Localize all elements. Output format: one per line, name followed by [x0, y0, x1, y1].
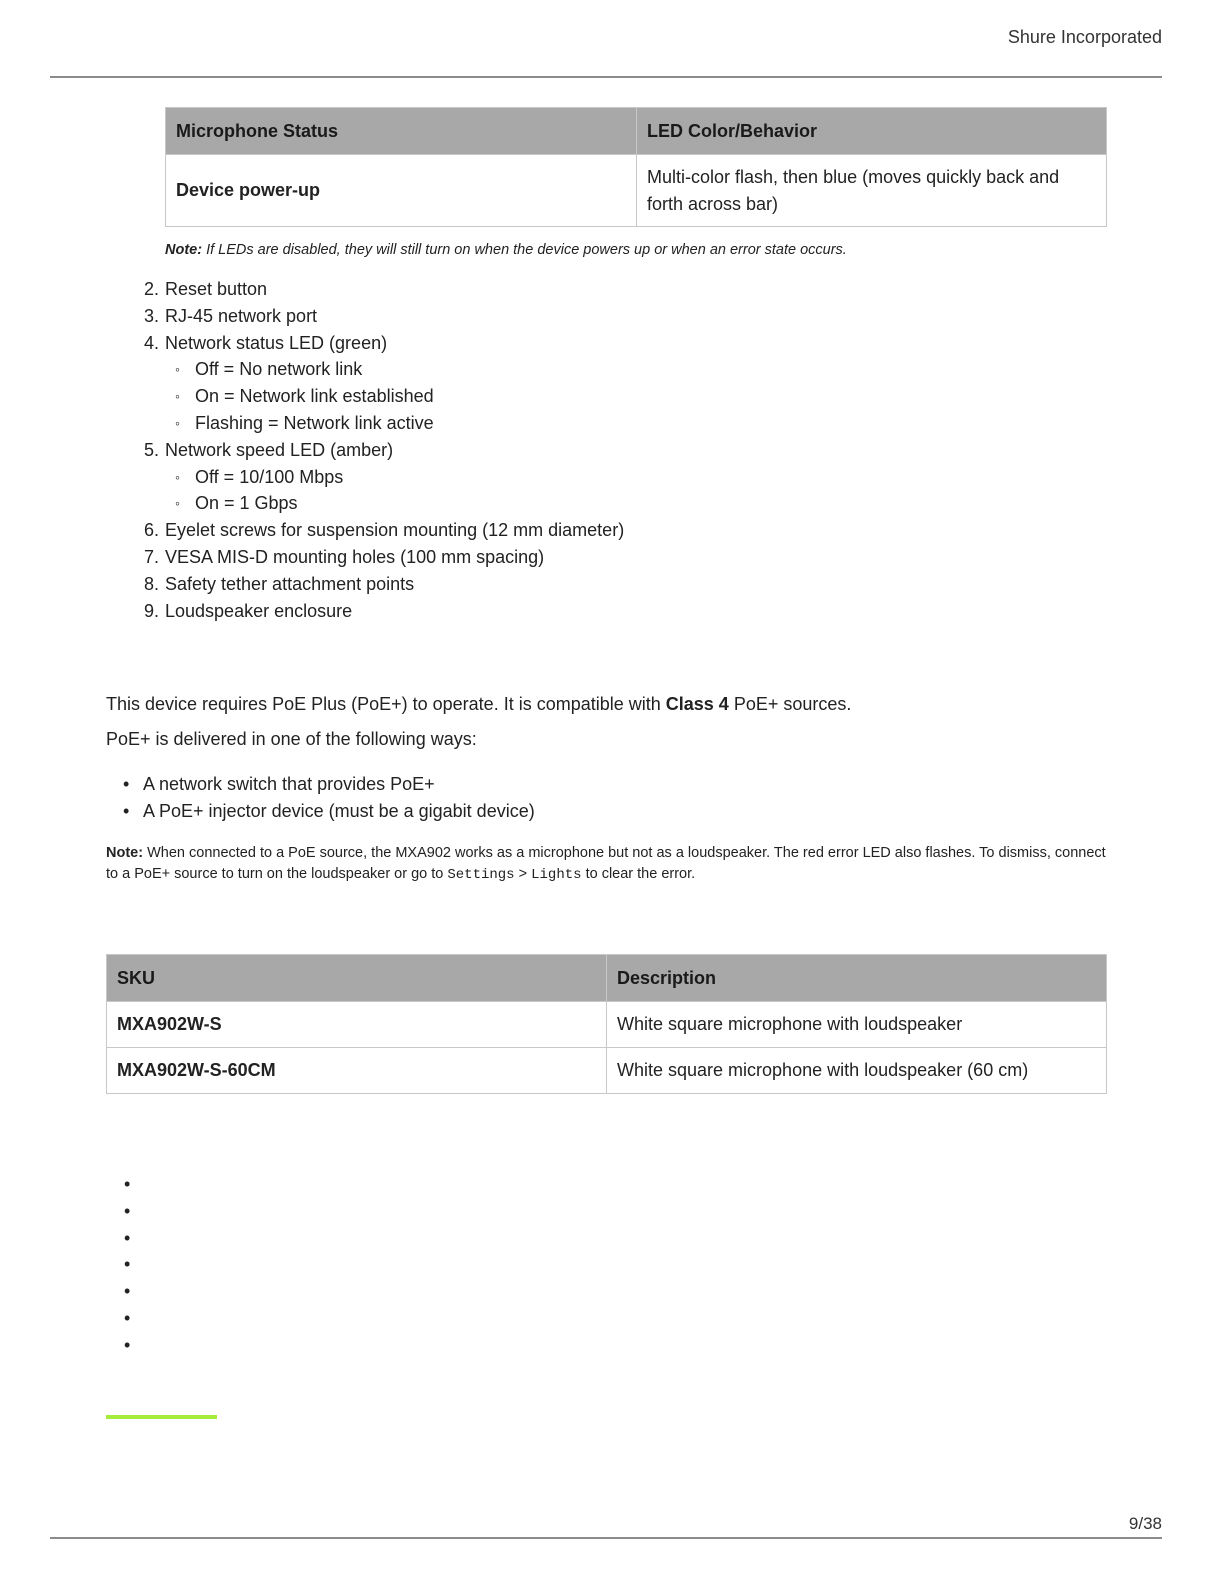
parts-list [143, 276, 625, 624]
empty-list-item [124, 1305, 134, 1332]
list-item [143, 437, 624, 464]
note-text: When connected to a PoE source, the MXA902 works as a microphone but not as a loudspeaker. The red error LED also flashes. To dismiss, connect to a PoE+ source to turn on the loudspeaker or go to [106, 845, 1106, 882]
table-header-row [166, 108, 1107, 155]
list-item [143, 571, 624, 598]
empty-list-item [124, 1251, 134, 1278]
empty-list-item [124, 1171, 134, 1198]
empty-bullet-list [124, 1171, 134, 1359]
poe-delivery-intro: PoE+ is delivered in one of the following ways: [106, 729, 477, 749]
list-text: VESA MIS-D mounting holes (100 mm spacing) [165, 546, 545, 567]
poe-text: This device requires PoE Plus (PoE+) to operate. It is compatible with [106, 694, 666, 714]
list-item [143, 330, 624, 357]
note-text: to clear the error. [581, 866, 696, 882]
column-header: Microphone Status [166, 108, 637, 155]
list-item [143, 517, 625, 544]
poe-class: Class 4 [665, 694, 729, 714]
accent-bar [106, 1415, 217, 1419]
column-header: LED Color/Behavior [637, 108, 1107, 155]
sub-list [165, 464, 624, 518]
list-number: 4 . [137, 330, 159, 357]
sub-list-item: ◦ Off = No network link [165, 356, 624, 383]
page-number: 9/38 [1128, 1514, 1162, 1533]
empty-list-item [124, 1225, 134, 1252]
poe-note [106, 843, 1111, 886]
table-cell: Multi-color flash, then blue (moves quickly back and forth across bar) [637, 155, 1107, 227]
list-number: 8 . [137, 571, 159, 598]
list-item [143, 276, 624, 303]
table-cell: White square microphone with loudspeaker [607, 1002, 1107, 1048]
list-text: RJ-45 network port [165, 305, 318, 326]
poe-requirement [106, 694, 851, 715]
sku-table [106, 954, 1107, 1094]
list-text: Eyelet screws for suspension mounting (12 mm diameter) [165, 520, 625, 541]
table-cell: MXA902W-S-60CM [107, 1048, 607, 1094]
table-cell: White square microphone with loudspeaker (60 cm) [607, 1048, 1107, 1094]
list-text: Safety tether attachment points [165, 573, 415, 594]
sub-list-item: ◦ Off = 10/100 Mbps [165, 464, 624, 491]
table-cell: Device power-up [166, 155, 637, 227]
led-status-table [165, 107, 1107, 227]
list-item [143, 598, 624, 625]
note-label: Note: [106, 845, 144, 861]
poe-options-list [143, 771, 535, 825]
note-separator: > [514, 866, 532, 882]
sub-list-item: ◦ Flashing = Network link active [165, 410, 624, 437]
sub-list-item: ◦ On = Network link established [165, 383, 624, 410]
list-item [143, 544, 624, 571]
column-header: SKU [107, 955, 607, 1002]
empty-list-item [124, 1332, 134, 1359]
header-divider [50, 76, 1162, 78]
header-company-name: Shure Incorporated [1007, 27, 1162, 47]
list-number: 9 . [137, 598, 159, 625]
note-label: Note: [165, 242, 203, 258]
list-number: 7 . [137, 544, 159, 571]
poe-text: PoE+ sources. [728, 694, 852, 714]
list-item: • A PoE+ injector device (must be a gigabit device) [143, 798, 535, 825]
table-row [107, 1002, 1107, 1048]
table-cell: MXA902W-S [107, 1002, 607, 1048]
table-row [166, 155, 1107, 227]
list-number: 2 . [137, 276, 159, 303]
list-text: Reset button [165, 279, 268, 299]
list-number: 5 . [137, 437, 159, 464]
empty-list-item [124, 1278, 134, 1305]
list-text: Network status LED (green) [165, 332, 388, 353]
empty-list-item [124, 1198, 134, 1225]
footer-divider [50, 1537, 1162, 1539]
sub-list [165, 356, 624, 436]
table-header-row [107, 955, 1107, 1002]
list-number: 6 . [137, 517, 159, 544]
sub-list-item: ◦ On = 1 Gbps [165, 490, 624, 517]
list-item [143, 303, 624, 330]
table-row [107, 1048, 1107, 1094]
note-text: If LEDs are disabled, they will still turn on when the device powers up or when an error state occurs. [206, 242, 847, 258]
settings-code: Settings [447, 867, 515, 883]
list-text: Loudspeaker enclosure [165, 600, 353, 621]
lights-code: Lights [531, 867, 582, 883]
list-text: Network speed LED (amber) [165, 439, 394, 460]
list-number: 3 . [137, 303, 159, 330]
led-note [165, 242, 847, 258]
column-header: Description [607, 955, 1107, 1002]
list-item: • A network switch that provides PoE+ [143, 771, 535, 798]
